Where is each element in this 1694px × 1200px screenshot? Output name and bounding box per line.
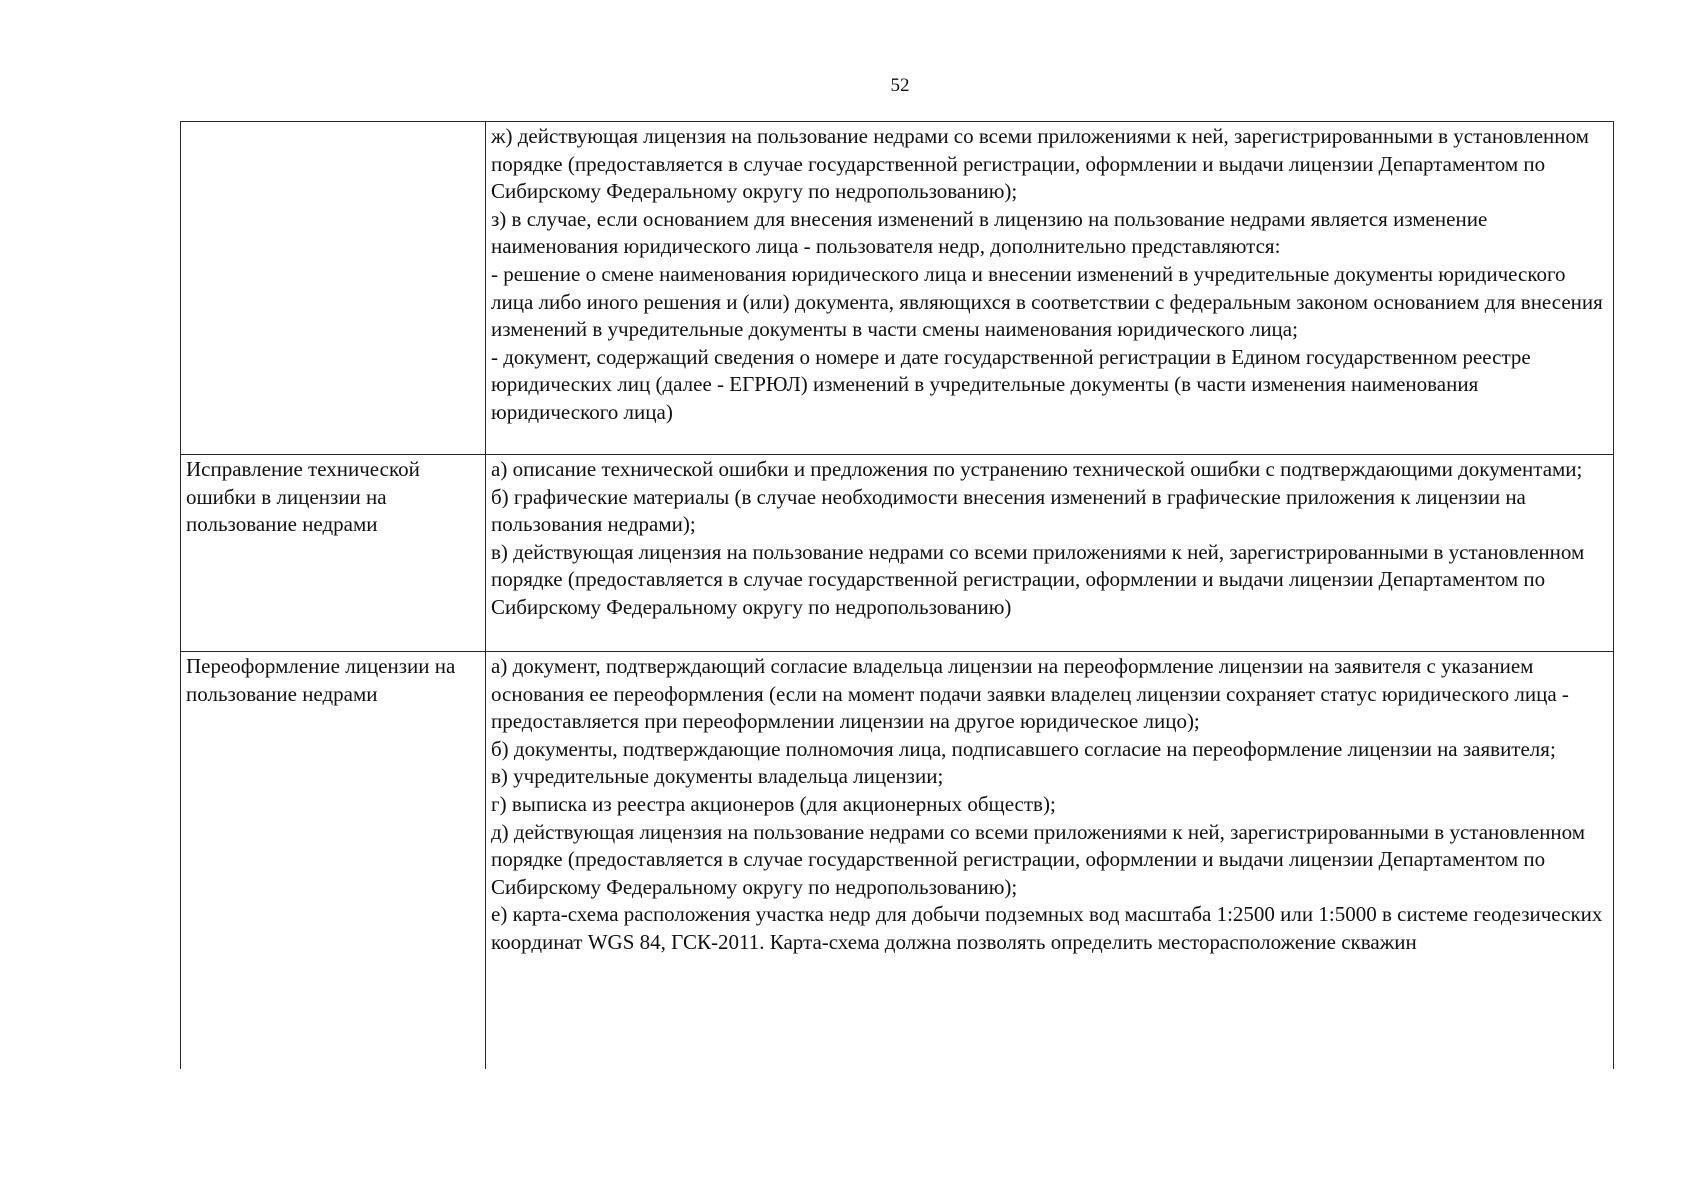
document-item: - решение о смене наименования юридического лица и внесении изменений в учредительные документы юридического лица либо иного решения и (или) документа, являющихся в соответствии с федеральным законом основанием для внесения изменений в учредительные документы в части смены наименования юридического лица;: [491, 261, 1603, 342]
document-item: в) действующая лицензия на пользование недрами со всеми приложениями к ней, зарегистрированными в установленном порядке (предоставляется в случае государственной регистрации, оформлении и выдачи лицензии Департаментом по Сибирскому Федеральному округу по недропользованию): [491, 539, 1585, 619]
document-item: з) в случае, если основанием для внесения изменений в лицензию на пользование недрами является изменение наименования юридического лица - пользователя недр, дополнительно представляются:: [491, 206, 1488, 259]
document-item: д) действующая лицензия на пользование недрами со всеми приложениями к ней, зарегистрированными в установленном порядке (предоставляется в случае государственной регистрации, оформлении и выдачи лицензии Департаментом по Сибирскому Федеральному округу по недропользованию);: [491, 819, 1586, 899]
procedure-cell: [181, 455, 486, 652]
document-item: б) документы, подтверждающие полномочия лица, подписавшего согласие на переоформление лицензии на заявителя;: [491, 736, 1556, 761]
document-item: г) выписка из реестра акционеров (для акционерных обществ);: [491, 791, 1056, 816]
document-item: в) учредительные документы владельца лицензии;: [491, 764, 944, 789]
requirements-table: [180, 121, 1614, 1069]
document-item: ж) действующая лицензия на пользование недрами со всеми приложениями к ней, зарегистрированными в установленном порядке (предоставляется в случае государственной регистрации, оформлении и выдачи лицензии Департаментом по Сибирскому Федеральному округу по недропользованию);: [491, 124, 1589, 204]
document-item: б) графические материалы (в случае необходимости внесения изменений в графические приложения к лицензии на пользования недрами);: [491, 484, 1526, 537]
document-item: а) описание технической ошибки и предложения по устранению технической ошибки с подтверждающими документами;: [491, 457, 1583, 481]
document-item: - документ, содержащий сведения о номере и дате государственной регистрации в Едином государственном реестре юридических лиц (далее - ЕГРЮЛ) изменений в учредительные документы (в части изменения наименования юридического лица): [491, 344, 1531, 424]
procedure-label: Исправление технической ошибки в лицензии на пользование недрами: [186, 457, 420, 537]
page-number: 52: [890, 75, 910, 96]
documents-cell: [486, 455, 1614, 652]
procedure-label: Переоформление лицензии на пользование недрами: [186, 654, 456, 706]
procedure-cell: [181, 122, 486, 455]
table-row: [181, 455, 1614, 652]
table-row: [181, 652, 1614, 1070]
documents-cell: [486, 122, 1614, 455]
document-item: а) документ, подтверждающий согласие владельца лицензии на переоформление лицензии на заявителя с указанием основания ее переоформления (если на момент подачи заявки владелец лицензии сохраняет статус юридического лица - предоставляется при переоформлении лицензии на другое юридическое лицо);: [491, 654, 1569, 734]
documents-cell: [486, 652, 1614, 1070]
document-item: е) карта-схема расположения участка недр для добычи подземных вод масштаба 1:2500 или 1:5000 в системе геодезических координат WGS 84, ГСК-2011. Карта-схема должна позволять определить месторасположение скважин: [491, 902, 1603, 954]
table-row: [181, 122, 1614, 455]
procedure-cell: [181, 652, 486, 1070]
